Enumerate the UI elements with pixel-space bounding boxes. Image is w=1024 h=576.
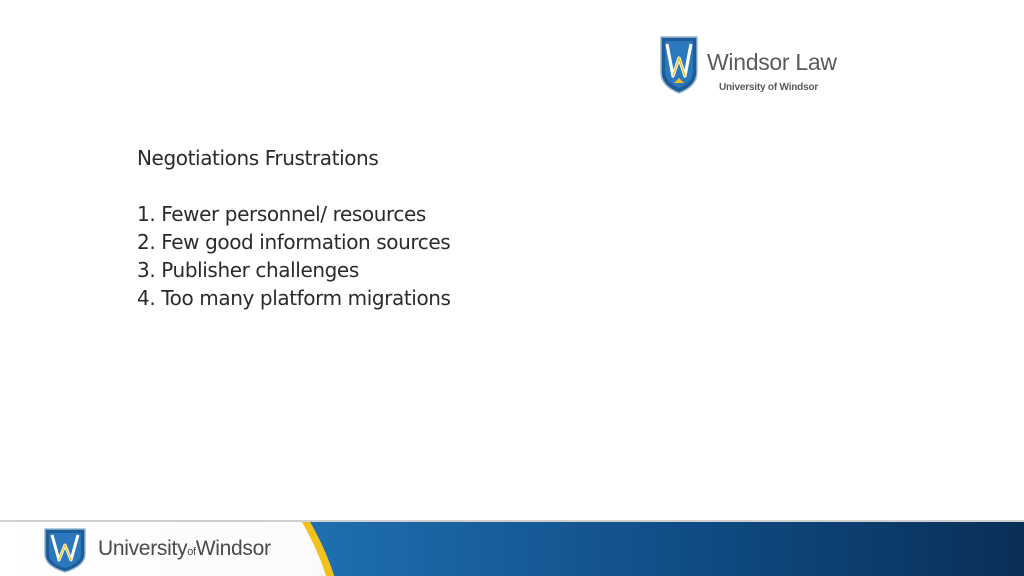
windsor-law-logo <box>660 36 840 96</box>
logo-title: Windsor Law <box>707 49 837 75</box>
list-item: 1. Fewer personnel/ resources <box>137 202 426 226</box>
footer-band <box>0 520 1024 576</box>
wordmark-windsor: Windsor <box>195 537 271 560</box>
spacer <box>137 172 451 200</box>
frustrations-list <box>137 200 451 312</box>
shield-icon <box>660 36 698 94</box>
list-item: 4. Too many platform migrations <box>137 286 451 310</box>
logo-subtitle: University of Windsor <box>719 82 819 93</box>
list-item: 3. Publisher challenges <box>137 258 359 282</box>
university-shield-icon <box>44 528 86 573</box>
slide-heading: Negotiations Frustrations <box>137 146 379 170</box>
university-wordmark <box>98 537 271 561</box>
wordmark-university: University <box>98 537 188 560</box>
list-item: 2. Few good information sources <box>137 230 451 254</box>
wordmark-of: of <box>187 546 196 558</box>
slide-content <box>137 144 451 312</box>
